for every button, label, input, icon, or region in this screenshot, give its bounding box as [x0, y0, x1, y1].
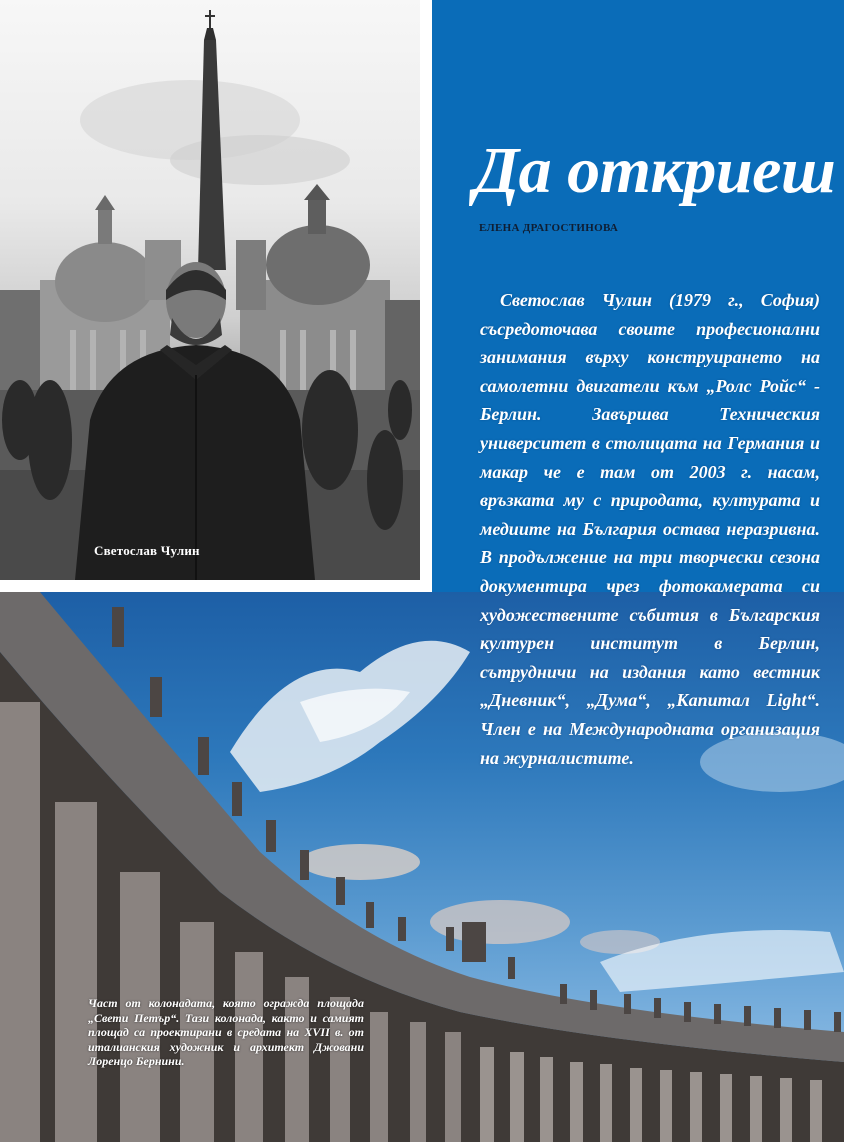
- article-body: Светослав Чулин (1979 г., София) съсредоточава своите професионални занимания върху конструирането на самолетни двигатели към „Ролс Ройс“ - Берлин. Завършва Техническия университет в столицата на Германия и макар че е там от 2003 г. насам, връзката му с природата, културата и медиите на България остава неразривна. В продължение на три творчески сезона документира чрез фотокамерата си художествените събития в Българския културен институт в Берлин, сътрудничи на издания като вестник „Дневник“, „Дума“, „Капитал Light“. Член е на Международната организация на журналистите.: [480, 290, 820, 768]
- portrait-caption: Светослав Чулин: [94, 543, 200, 558]
- article-author: ЕЛЕНА ДРАГОСТИНОВА: [479, 222, 619, 234]
- article-title: Да откриеш: [474, 134, 836, 207]
- portrait-photo-frame: [0, 0, 420, 580]
- portrait-photo-image: [0, 0, 420, 580]
- portrait-photo: [0, 0, 432, 592]
- colonnade-caption: Част от колонадата, която огражда площада „Свети Петър“. Тази колонада, както и самият площад са проектирани в средата на XVII в. от италианския художник и архитект Джовани Лоренцо Бернини.: [88, 996, 364, 1068]
